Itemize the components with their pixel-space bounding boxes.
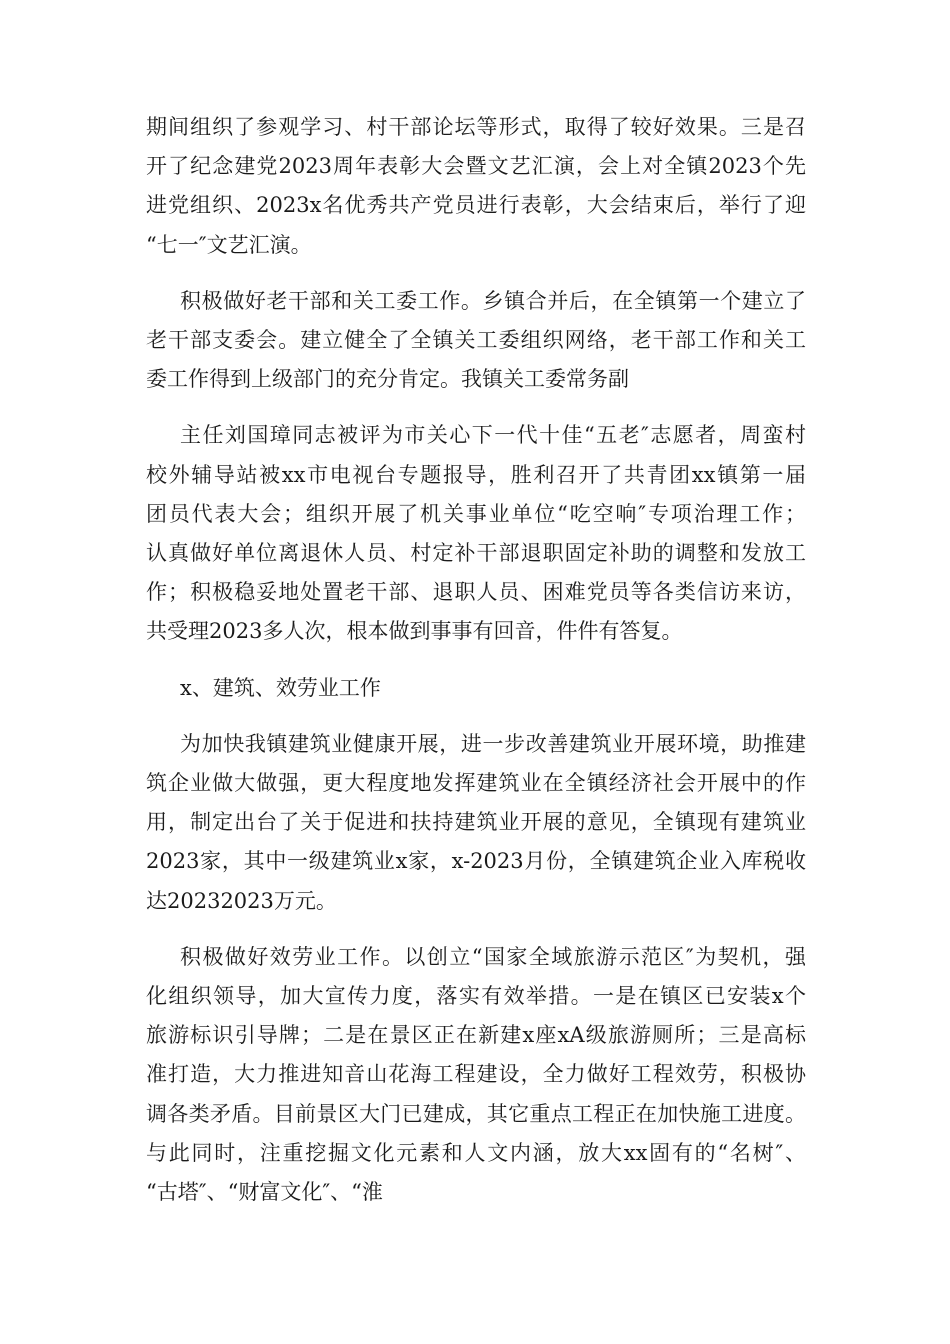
text-line: 积极做好效劳业工作。以创立“国家全域旅游示范区″为契机，强: [180, 944, 806, 969]
text-line: 为加快我镇建筑业健康开展，进一步改善建筑业开展环境，助推建: [180, 731, 806, 756]
text-line: 2023家，其中一级建筑业x家，x-2023月份，全镇建筑企业入库税收: [146, 849, 806, 874]
paragraph-1: [146, 108, 806, 265]
text-line: 认真做好单位离退休人员、村定补干部退职固定补助的调整和发放工: [146, 541, 806, 566]
text-line: 老干部支委会。建立健全了全镇关工委组织网络，老干部工作和关工: [146, 328, 806, 353]
text-line: 旅游标识引导牌；二是在景区正在新建x座xA级旅游厕所；三是高标: [146, 1023, 806, 1048]
text-line: x、建筑、效劳业工作: [180, 675, 381, 700]
text-line: 委工作得到上级部门的充分肯定。我镇关工委常务副: [146, 367, 629, 392]
text-line: 主任刘国璋同志被评为市关心下一代十佳“五老″志愿者，周蛮村: [180, 423, 806, 448]
text-line: “七一″文艺汇演。: [146, 232, 312, 257]
text-line: 校外辅导站被xx市电视台专题报导，胜利召开了共青团xx镇第一届: [146, 462, 806, 487]
text-line: 团员代表大会；组织开展了机关事业单位“吃空响″专项治理工作；: [146, 501, 806, 526]
paragraph-6: [146, 938, 806, 1212]
text-line: 准打造，大力推进知音山花海工程建设，全力做好工程效劳，积极协: [146, 1062, 806, 1087]
text-line: 进党组织、2023x名优秀共产党员进行表彰，大会结束后，举行了迎: [146, 193, 806, 218]
text-line: 调各类矛盾。目前景区大门已建成，其它重点工程正在加快施工进度。: [146, 1101, 806, 1126]
text-line: 化组织领导，加大宣传力度，落实有效举措。一是在镇区已安装x个: [146, 984, 806, 1009]
text-line: 用，制定出台了关于促进和扶持建筑业开展的意见，全镇现有建筑业: [146, 810, 806, 835]
text-line: 积极做好老干部和关工委工作。乡镇合并后，在全镇第一个建立了: [180, 288, 806, 313]
paragraph-3: [146, 416, 806, 651]
text-line: 期间组织了参观学习、村干部论坛等形式，取得了较好效果。三是召: [146, 115, 806, 139]
section-heading: [146, 669, 806, 708]
text-line: 作；积极稳妥地处置老干部、退职人员、困难党员等各类信访来访，: [146, 580, 806, 605]
text-line: 与此同时，注重挖掘文化元素和人文内涵，放大xx固有的“名树″、: [146, 1140, 806, 1165]
document-body: [146, 108, 806, 1212]
text-line: 筑企业做大做强，更大程度地发挥建筑业在全镇经济社会开展中的作: [146, 771, 806, 796]
paragraph-2: [146, 282, 806, 400]
text-line: 达20232023万元。: [146, 888, 337, 913]
text-line: “古塔″、“财富文化″、“淮: [146, 1180, 383, 1205]
text-line: 开了纪念建党2023周年表彰大会暨文艺汇演，会上对全镇2023个先: [146, 154, 806, 179]
paragraph-5: [146, 725, 806, 921]
text-line: 共受理2023多人次，根本做到事事有回音，件件有答复。: [146, 619, 683, 644]
